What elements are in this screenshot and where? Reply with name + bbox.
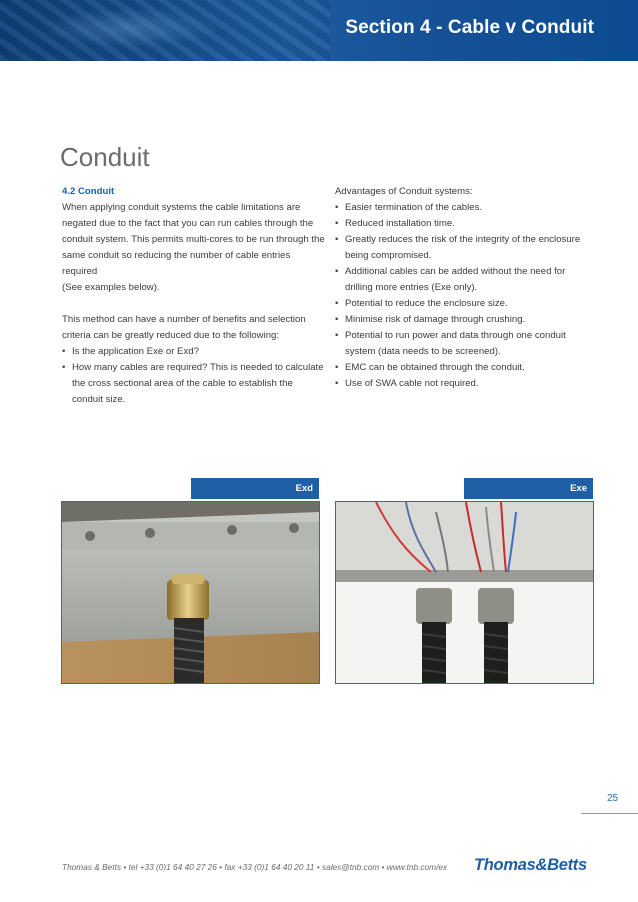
- bullet-continuation: conduit size.: [72, 394, 126, 405]
- paragraph-line: This method can have a number of benefits and selection: [62, 314, 306, 325]
- bullet-item: • EMC can be obtained through the conduit.: [335, 360, 595, 376]
- banner-highlight: [40, 8, 220, 48]
- left-column: [62, 184, 328, 408]
- section-banner: [0, 0, 638, 61]
- bullet-item: • Minimise risk of damage through crushing.: [335, 312, 595, 328]
- bullet-continuation: being compromised.: [345, 250, 432, 261]
- paragraph-line: When applying conduit systems the cable limitations are: [62, 202, 301, 213]
- subheading: 4.2 Conduit: [62, 186, 115, 197]
- exd-photo-illustration: [62, 502, 319, 683]
- bullet-item: • Greatly reduces the risk of the integrity of the enclosure: [335, 232, 595, 248]
- paragraph-line: criteria can be greatly reduced due to the following:: [62, 330, 280, 341]
- paragraph-line: conduit system. This permits multi-cores to be run through the: [62, 234, 325, 245]
- bullet-item: • Easier termination of the cables.: [335, 200, 595, 216]
- section-title: Section 4 - Cable v Conduit: [345, 17, 594, 38]
- exd-conduit-photo: [61, 501, 320, 684]
- bullet-continuation: the cross sectional area of the cable to establish the: [72, 378, 293, 389]
- exe-image-label: Exe: [464, 478, 593, 499]
- page-number-rule: [581, 813, 638, 814]
- exe-conduit-photo: [335, 501, 594, 684]
- page-number: 25: [607, 793, 619, 804]
- paragraph-line: same conduit so reducing the number of cable entries required: [62, 250, 291, 277]
- bullet-item: • How many cables are required? This is needed to calculate: [62, 360, 328, 376]
- bullet-continuation: system (data needs to be screened).: [345, 346, 501, 357]
- advantages-intro: Advantages of Conduit systems:: [335, 186, 473, 197]
- page-heading: Conduit: [60, 142, 150, 172]
- bullet-continuation: drilling more entries (Exe only).: [345, 282, 478, 293]
- exe-photo-illustration: [336, 502, 593, 683]
- bullet-item: • Use of SWA cable not required.: [335, 376, 595, 392]
- exd-image-label: Exd: [191, 478, 319, 499]
- bullet-item: • Potential to run power and data through one conduit: [335, 328, 595, 344]
- footer-contact: Thomas & Betts • tel +33 (0)1 64 40 27 26 • fax +33 (0)1 64 40 20 11 • sales@tnb.com • www.tnb.com/ex: [62, 862, 448, 872]
- brand-logo: Thomas&Betts: [474, 856, 587, 874]
- bullet-item: • Additional cables can be added without the need for: [335, 264, 595, 280]
- paragraph-line: (See examples below).: [62, 282, 160, 293]
- paragraph-line: negated due to the fact that you can run cables through the: [62, 218, 314, 229]
- right-column: [335, 184, 595, 392]
- bullet-item: • Potential to reduce the enclosure size.: [335, 296, 595, 312]
- bullet-item: • Is the application Exe or Exd?: [62, 344, 328, 360]
- paragraph-gap: [62, 296, 328, 312]
- bullet-item: • Reduced installation time.: [335, 216, 595, 232]
